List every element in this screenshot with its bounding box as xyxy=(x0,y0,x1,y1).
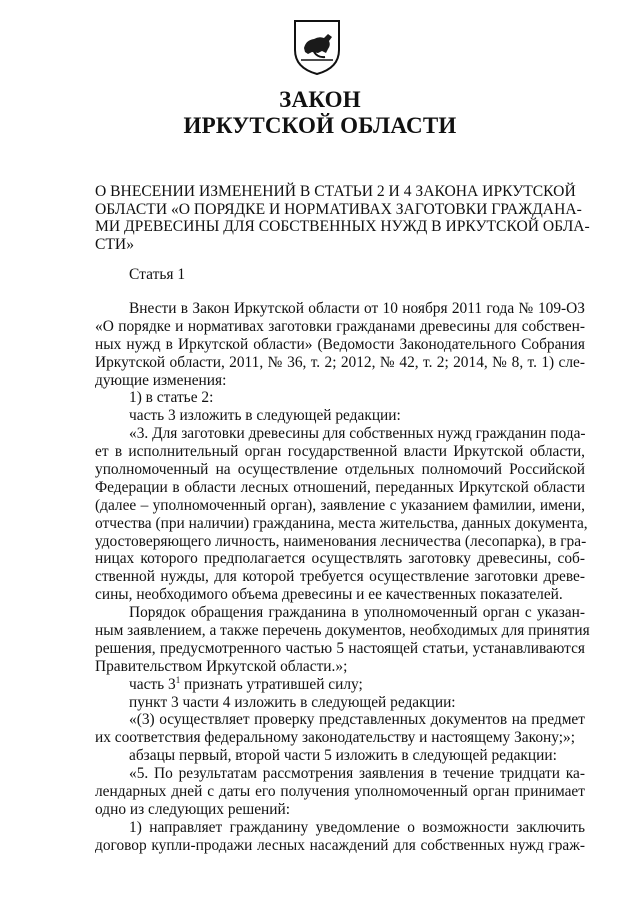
subject-line: МИ ДРЕВЕСИНЫ ДЛЯ СОБСТВЕННЫХ НУЖД В ИРКУТСКОЙ ОБЛА- xyxy=(95,218,590,236)
body-line: 1) направляет гражданину уведомление о возможности заключить xyxy=(129,818,585,836)
body-line: Внести в Закон Иркутской области от 10 ноября 2011 года № 109-ОЗ xyxy=(129,300,585,317)
subject-line: ОБЛАСТИ «О ПОРЯДКЕ И НОРМАТИВАХ ЗАГОТОВКИ ГРАЖДАНА- xyxy=(95,200,582,218)
body-line: Правительством Иркутской области.»; xyxy=(95,657,348,675)
body-line: «(3) осуществляет проверку представленных документов на предмет xyxy=(129,711,585,729)
body-line: пункт 3 части 4 изложить в следующей редакции: xyxy=(129,693,456,711)
body-line: решения, предусмотренного частью 5 настоящей статьи, устанавливаются xyxy=(95,639,585,657)
body-line: Федерации в области лесных отношений, переданных Иркутской области xyxy=(95,478,585,496)
body-line: уполномоченный на осуществление отдельных полномочий Российской xyxy=(95,461,585,479)
body-line: ных нужд в Иркутской области» (Ведомости Законодательного Собрания xyxy=(95,335,585,353)
body-line: дующие изменения: xyxy=(95,371,227,389)
subject-line: О ВНЕСЕНИИ ИЗМЕНЕНИЙ В СТАТЬИ 2 И 4 ЗАКОНА ИРКУТСКОЙ xyxy=(95,183,576,200)
article-heading: Статья 1 xyxy=(129,266,186,283)
body-line: «О порядке и нормативах заготовки гражданами древесины для собствен- xyxy=(95,317,585,335)
body-line: абзацы первый, второй части 5 изложить в следующей редакции: xyxy=(129,747,557,765)
body-line: часть 3 изложить в следующей редакции: xyxy=(129,407,401,425)
body-line: ным заявлением, а также перечень документов, необходимых для принятия xyxy=(95,622,590,640)
body-line: часть $3^1$ признать утратившей силу; xyxy=(129,674,363,693)
superscript: 1 xyxy=(175,674,181,685)
law-subject xyxy=(95,183,590,253)
body-line: их соответствия федеральному законодательству и настоящему Закону;»; xyxy=(95,729,575,747)
body-line: ницах которого предполагается осуществлять заготовку древесины, соб- xyxy=(95,550,585,568)
body-line: ственной нужды, для которой требуется осуществление заготовки древе- xyxy=(95,568,585,586)
body-line: Порядок обращения гражданина в уполномоченный орган с указан- xyxy=(129,604,585,622)
body-line: Иркутской области, 2011, № 36, т. 2; 2012, № 42, т. 2; 2014, № 8, т. 1) сле- xyxy=(95,353,585,371)
body-line: сины, необходимого объема древесины и ее качественных показателей. xyxy=(95,586,563,604)
coat-of-arms-icon xyxy=(292,18,342,76)
subject-line: СТИ» xyxy=(95,235,134,253)
body-line: договор купли-продажи лесных насаждений для собственных нужд граж- xyxy=(95,836,585,854)
body-line: удостоверяющего личность, наименования лесничества (лесопарка), в гра- xyxy=(95,532,587,550)
body-line: (далее – уполномоченный орган), заявление с указанием фамилии, имени, xyxy=(95,496,585,514)
body-line: отчества (при наличии) гражданина, места жительства, данных документа, xyxy=(95,514,588,532)
article-body xyxy=(95,300,590,855)
law-title: ЗАКОН xyxy=(279,87,361,112)
body-line: 1) в статье 2: xyxy=(129,389,214,407)
body-line: одно из следующих решений: xyxy=(95,800,291,818)
body-line: «5. По результатам рассмотрения заявления в течение тридцати ка- xyxy=(129,765,585,783)
body-line: лендарных дней с даты его получения уполномоченный орган принимает xyxy=(95,783,585,801)
body-line: ет в исполнительный орган государственной власти Иркутской области, xyxy=(95,443,585,461)
law-title-region: ИРКУТСКОЙ ОБЛАСТИ xyxy=(183,113,457,138)
body-line: «3. Для заготовки древесины для собственных нужд гражданин пода- xyxy=(129,425,586,443)
